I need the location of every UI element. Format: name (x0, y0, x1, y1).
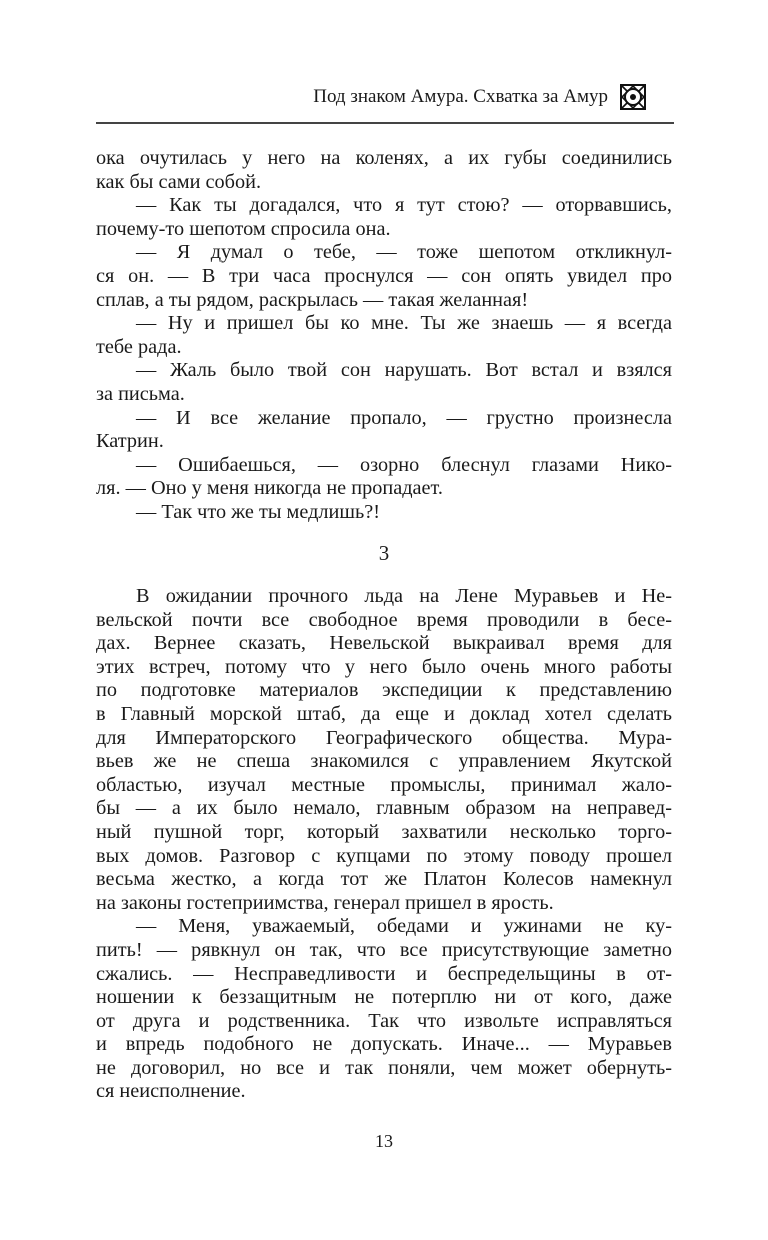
text-line: пить! — рявкнул он так, что все присутствующие заметно (96, 938, 672, 961)
text-line: весьма жестко, а когда тот же Платон Колесов намекнул (96, 868, 672, 891)
text-line: для Императорского Географического общества. Мура- (96, 726, 672, 749)
text-line: — Ну и пришел бы ко мне. Ты же знаешь — я всегда (136, 312, 672, 335)
text-line: — Меня, уважаемый, обедами и ужинами не ку- (136, 915, 672, 938)
text-line: на законы гостеприимства, генерал пришел в ярость. (96, 891, 554, 914)
celtic-knot-ornament-icon (620, 84, 646, 110)
text-section-1 (96, 147, 672, 525)
text-line: вых домов. Разговор с купцами по этому поводу прошел (96, 844, 672, 867)
text-line: этих встреч, потому что у него было очень много работы (96, 655, 672, 678)
text-line: по подготовке материалов экспедиции к представлению (96, 679, 672, 702)
text-section-2 (96, 585, 672, 1104)
text-line: ный пушной торг, который захватили несколько торго- (96, 820, 672, 843)
running-title: Под знаком Амура. Схватка за Амур (313, 86, 608, 107)
text-line: за письма. (96, 382, 185, 405)
text-line: В ожидании прочного льда на Лене Муравьев и Не- (136, 585, 672, 607)
text-line: — Жаль было твой сон нарушать. Вот встал и взялся (136, 359, 672, 382)
text-line: ля. — Оно у меня никогда не пропадает. (96, 477, 443, 500)
text-line: и впредь подобного не допускать. Иначе... — Муравьев (96, 1033, 672, 1056)
text-line: Катрин. (96, 430, 164, 453)
text-line: ношении к беззащитным не потерплю ни от кого, даже (96, 986, 672, 1009)
text-line: сжались. — Несправедливости и беспредельщины в от- (96, 962, 672, 985)
text-line: — Как ты догадался, что я тут стою? — оторвавшись, (136, 194, 672, 217)
text-line: почему-то шепотом спросила она. (96, 217, 391, 240)
text-line: областью, изучал местные промыслы, принимал жало- (96, 773, 672, 796)
text-line: в Главный морской штаб, да еще и доклад хотел сделать (96, 702, 672, 725)
text-line: как бы сами собой. (96, 170, 262, 193)
text-line: тебе рада. (96, 335, 182, 358)
text-line: — Ошибаешься, — озорно блеснул глазами Нико- (136, 453, 672, 476)
text-line: ся он. — В три часа проснулся — сон опять увидел про (96, 264, 672, 287)
text-line: дах. Вернее сказать, Невельской выкраивал время для (96, 632, 672, 655)
header-rule (96, 122, 674, 124)
text-line: сплав, а ты рядом, раскрылась — такая желанная! (96, 288, 529, 311)
text-line: вельской почти все свободное время проводили в бесе- (96, 608, 672, 631)
text-line: ока очутилась у него на коленях, а их губы соединились (96, 147, 672, 169)
text-line: — Я думал о тебе, — тоже шепотом откликнул- (136, 241, 672, 264)
text-line: бы — а их было немало, главным образом на неправед- (96, 797, 672, 820)
text-line: — И все желание пропало, — грустно произнесла (136, 406, 672, 429)
text-line: ся неисполнение. (96, 1080, 246, 1103)
text-line: от друга и родственника. Так что извольте исправляться (96, 1009, 672, 1032)
chapter-section-number: 3 (378, 541, 390, 565)
text-line: — Так что же ты медлишь?! (136, 500, 381, 523)
text-line: вьев же не спеша знакомился с управлением Якутской (96, 750, 672, 773)
text-line: не договорил, но все и так поняли, чем может обернуть- (96, 1056, 672, 1079)
page-number: 13 (375, 1131, 393, 1151)
